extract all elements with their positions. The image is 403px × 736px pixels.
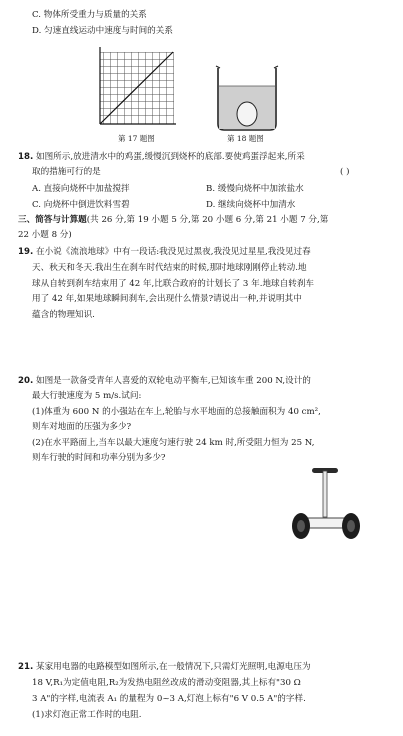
q21-line1: 21. 某家用电器的电路模型如图所示,在一般情况下,只需灯光照明,电源电压为 <box>18 662 311 672</box>
q20-line3: (1)体重为 600 N 的小强站在车上,轮胎与水平地面的总接触面积为 40 cm², <box>32 407 321 417</box>
q20-line1: 20. 如图是一款备受青年人喜爱的双轮电动平衡车,已知该车重 200 N,设计的 <box>18 376 311 386</box>
q20-number: 20. <box>18 376 34 386</box>
q18-option-b: B. 缓慢向烧杯中加浓盐水 <box>206 184 304 194</box>
q18-text-line1: 18. 如图所示,放进清水中的鸡蛋,缓慢沉到烧杯的底部.要使鸡蛋浮起来,所采 <box>18 152 305 162</box>
egg-icon <box>237 102 257 126</box>
q19-line3: 球从自转到刹车结束用了 42 年,比联合政府的计划长了 3 年.地球自转刹车 <box>32 279 315 289</box>
q19-line4: 用了 42 年,如果地球瞬间刹车,会出现什么情景?请说出一种,并说明其中 <box>32 294 302 304</box>
q19-number: 19. <box>18 247 34 257</box>
section3-heading: 三、简答与计算题(共 26 分,第 19 小题 5 分,第 20 小题 6 分,第 21 小题 7 分,第 <box>18 215 329 225</box>
q20-line2: 最大行驶速度为 5 m/s.试问: <box>32 391 142 401</box>
q21-number: 21. <box>18 662 34 672</box>
fig17-caption: 第 17 题图 <box>118 134 155 143</box>
section3-desc-line2: 22 小题 8 分) <box>18 230 72 240</box>
balance-scooter-image <box>290 466 362 544</box>
fig18-beaker <box>214 60 280 134</box>
q19-line2: 天、秋天和冬天.我出生在刹车时代结束的时候,那时地球刚刚停止转动.地 <box>32 263 307 273</box>
q18-answer-blank: ( ) <box>340 167 350 177</box>
q21-line4: (1)求灯泡正常工作时的电阻. <box>32 710 142 720</box>
q20-line6: 则车行驶的时间和功率分别为多少? <box>32 453 166 463</box>
steering-column <box>323 471 327 517</box>
q18-option-a: A. 直接向烧杯中加盐搅拌 <box>32 184 130 194</box>
q20-line5: (2)在水平路面上,当车以最大速度匀速行驶 24 km 时,所受阻力恒为 25 N, <box>32 438 315 448</box>
fig17-diagonal-line <box>100 52 173 124</box>
fig18-caption: 第 18 题图 <box>227 134 264 143</box>
q20-line4: 则车对地面的压强为多少? <box>32 422 132 432</box>
fig17-graph <box>96 44 178 130</box>
section3-title: 三、简答与计算题 <box>18 215 87 225</box>
q18-option-c: C. 向烧杯中倒进饮料雪碧 <box>32 200 130 210</box>
q18-option-d: D. 继续向烧杯中加清水 <box>206 200 296 210</box>
q18-number: 18. <box>18 152 34 162</box>
q21-line3: 3 A"的字样,电流表 A₁ 的量程为 0~3 A,灯泡上标有"6 V 0.5 A"的字样. <box>32 694 306 704</box>
q18-text-line2: 取的措施可行的是 <box>32 167 101 177</box>
q21-line2: 18 V,R₁为定值电阻,R₂为发热电阻丝改成的滑动变阻器,其上标有"30 Ω <box>32 678 301 688</box>
q16-option-d: D. 匀速直线运动中速度与时间的关系 <box>32 26 173 36</box>
q19-line1: 19. 在小说《流浪地球》中有一段话:我没见过黑夜,我没见过星星,我没见过春 <box>18 247 311 257</box>
q16-option-c: C. 物体所受重力与质量的关系 <box>32 10 147 20</box>
q19-line5: 蕴含的物理知识. <box>32 310 95 320</box>
